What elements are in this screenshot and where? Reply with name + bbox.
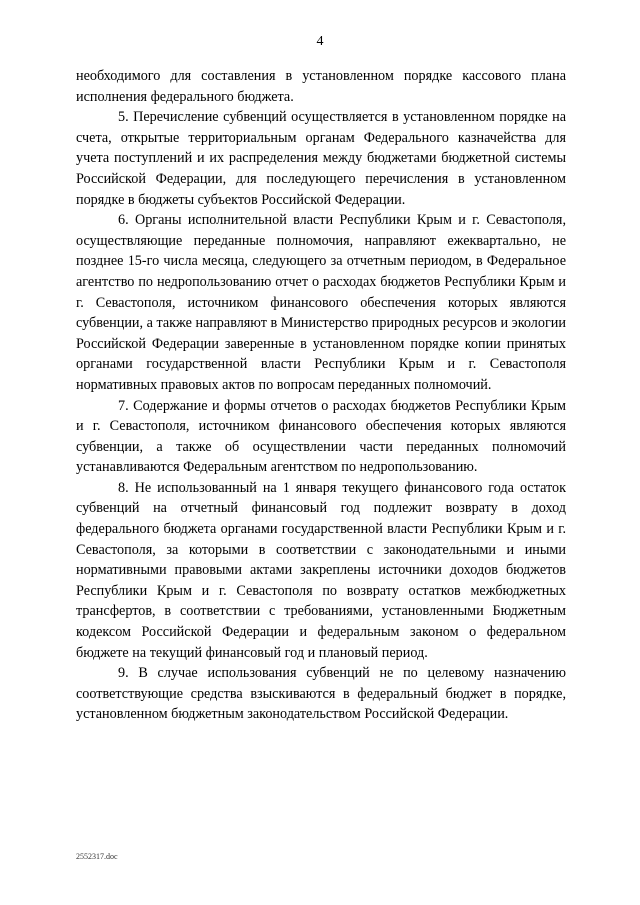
footer-file-code: 2552317.doc (76, 852, 118, 861)
page-number: 4 (316, 34, 324, 49)
document-body (76, 66, 566, 725)
paragraph-7: 7. Содержание и формы отчетов о расходах бюджетов Республики Крым и г. Севастополя, источником финансового обеспечения которых являются субвенции, а также об осуществлении части переданных полномочий устанавливаются Федеральным агентством по недропользованию. (76, 397, 566, 476)
paragraph-8: 8. Не использованный на 1 января текущего финансового года остаток субвенций на отчетный финансовый год подлежит возврату в доход федерального бюджета органами государственной власти Республики Крым и г. Севастополя, за которыми в соответствии с законодательными и иными нормативными правовыми актами закреплены источники доходов бюджетов Республики Крым и г. Севастополя по возврату остатков межбюджетных трансфертов, в соответствии с требованиями, установленными Бюджетным кодексом Российской Федерации и федеральным законом о федеральном бюджете на текущий финансовый год и плановый период. (76, 479, 566, 661)
paragraph-continuation: необходимого для составления в установленном порядке кассового плана исполнения федерального бюджета. (76, 68, 566, 105)
paragraph-5: 5. Перечисление субвенций осуществляется в установленном порядке на счета, открытые территориальным органам Федерального казначейства для учета поступлений и их распределения между бюджетами бюджетной системы Российской Федерации, для последующего перечисления в установленном порядке в бюджеты субъектов Российской Федерации. (76, 109, 566, 208)
paragraph-6: 6. Органы исполнительной власти Республики Крым и г. Севастополя, осуществляющие переданные полномочия, направляют ежеквартально, не позднее 15-го числа месяца, следующего за отчетным периодом, в Федеральное агентство по недропользованию отчет о расходах бюджетов Республики Крым и г. Севастополя, источником финансового обеспечения которых являются субвенции, а также направляют в Министерство природных ресурсов и экологии Российской Федерации заверенные в установленном порядке копии принятых органами государственной власти Республики Крым и г. Севастополя нормативных правовых актов по вопросам переданных полномочий. (76, 212, 566, 393)
paragraph-9: 9. В случае использования субвенций не по целевому назначению соответствующие средства взыскиваются в федеральный бюджет в порядке, установленном бюджетным законодательством Российской Федерации. (76, 665, 566, 723)
